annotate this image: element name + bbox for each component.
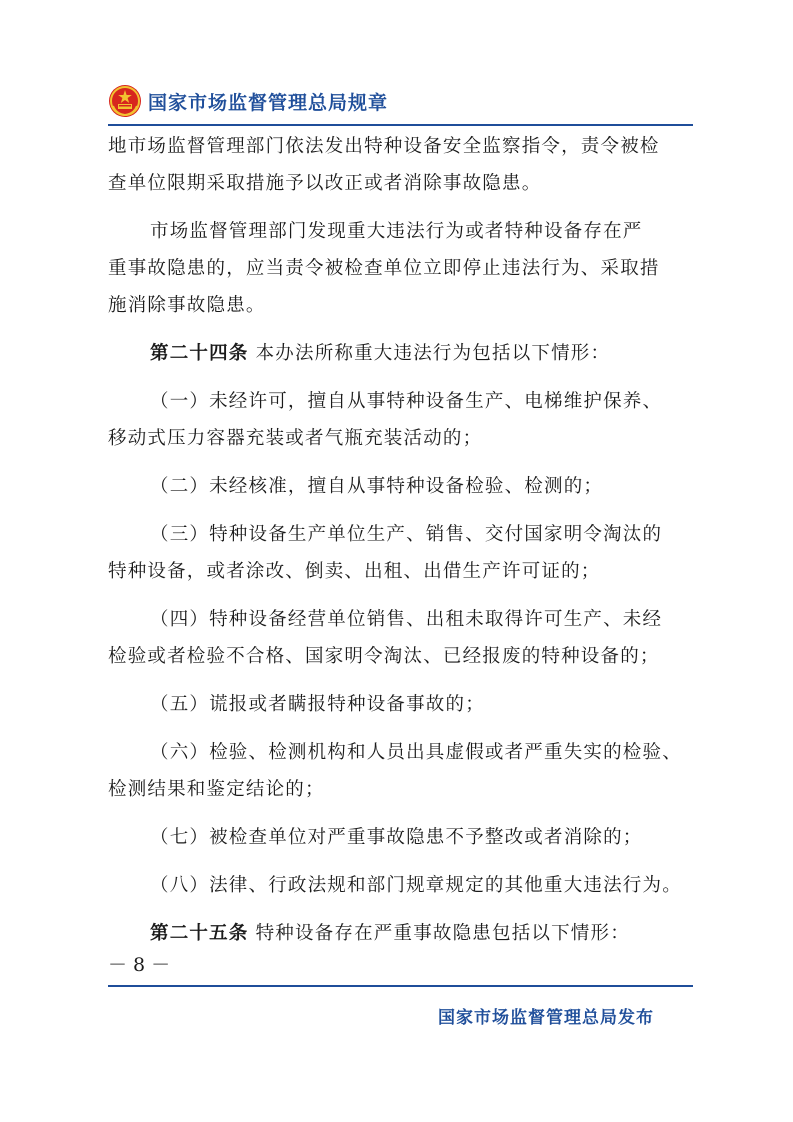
page-number: － 8 － bbox=[108, 954, 171, 976]
document-body bbox=[108, 128, 693, 952]
paragraph-line: 施消除事故隐患。 bbox=[108, 295, 266, 316]
article-25-text: 特种设备存在严重事故隐患包括以下情形： bbox=[248, 923, 630, 944]
list-item-1-cont: 移动式压力容器充装或者气瓶充装活动的； bbox=[108, 428, 483, 449]
article-25-label: 第二十五条 bbox=[150, 923, 249, 944]
list-item-4: （四）特种设备经营单位销售、出租未取得许可生产、未经 bbox=[150, 609, 663, 630]
list-item-3-cont: 特种设备，或者涂改、倒卖、出租、出借生产许可证的； bbox=[108, 561, 601, 582]
list-item-2: （二）未经核准，擅自从事特种设备检验、检测的； bbox=[150, 476, 604, 497]
header-title: 国家市场监督管理总局规章 bbox=[148, 92, 389, 114]
paragraph-line: 查单位限期采取措施予以改正或者消除事故隐患。 bbox=[108, 173, 542, 194]
list-item-3: （三）特种设备生产单位生产、销售、交付国家明令淘汰的 bbox=[150, 524, 663, 545]
list-item-6-cont: 检测结果和鉴定结论的； bbox=[108, 779, 325, 800]
list-item-1: （一）未经许可，擅自从事特种设备生产、电梯维护保养、 bbox=[150, 391, 663, 412]
national-emblem-icon bbox=[108, 84, 142, 118]
header-divider bbox=[108, 124, 693, 126]
list-item-5: （五）谎报或者瞒报特种设备事故的； bbox=[150, 694, 485, 715]
paragraph-line: 市场监督管理部门发现重大违法行为或者特种设备存在严 bbox=[150, 221, 643, 242]
document-header bbox=[108, 84, 693, 124]
list-item-8: （八）法律、行政法规和部门规章规定的其他重大违法行为。 bbox=[150, 875, 682, 896]
article-24-text: 本办法所称重大违法行为包括以下情形： bbox=[248, 343, 611, 364]
article-25 bbox=[108, 915, 693, 952]
footer-divider bbox=[108, 985, 693, 987]
list-item-6: （六）检验、检测机构和人员出具虚假或者严重失实的检验、 bbox=[150, 742, 682, 763]
article-24 bbox=[108, 335, 693, 372]
paragraph-line: 重事故隐患的，应当责令被检查单位立即停止违法行为、采取措 bbox=[108, 258, 660, 279]
list-item-7: （七）被检查单位对严重事故隐患不予整改或者消除的； bbox=[150, 827, 643, 848]
article-24-label: 第二十四条 bbox=[150, 343, 249, 364]
list-item-4-cont: 检验或者检验不合格、国家明令淘汰、已经报废的特种设备的； bbox=[108, 646, 660, 667]
paragraph-line: 地市场监督管理部门依法发出特种设备安全监察指令，责令被检 bbox=[108, 136, 660, 157]
publisher-label: 国家市场监督管理总局发布 bbox=[438, 1008, 654, 1028]
